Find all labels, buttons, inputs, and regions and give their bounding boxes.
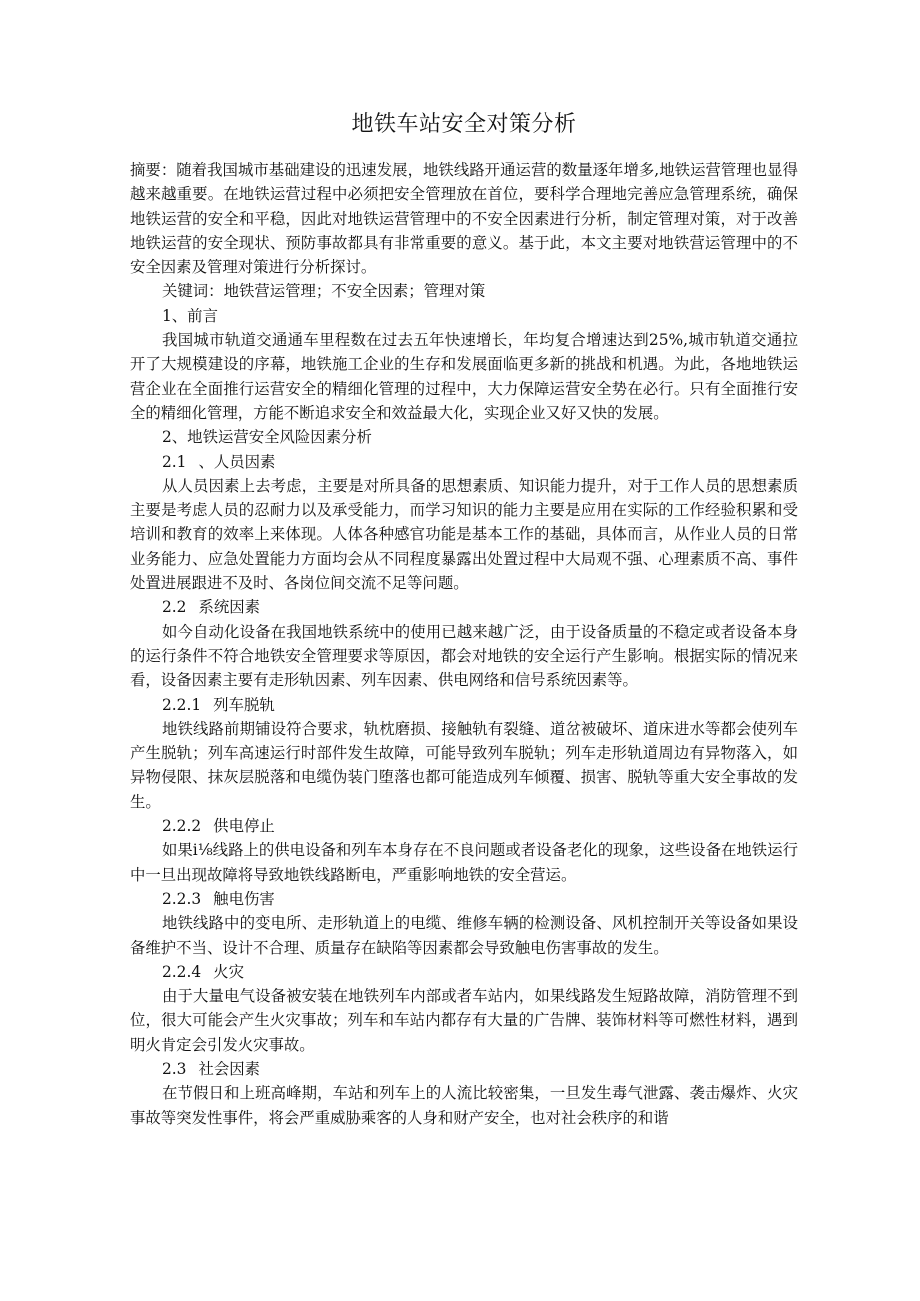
section-heading-intro: 1、前言 bbox=[162, 306, 218, 325]
subsection-title: 火灾 bbox=[213, 962, 244, 981]
subsection-body-fire: 由于大量电气设备被安装在地铁列车内部或者车站内，如果线路发生短路故障，消防管理不到位，很大可能会产生火灾事故；列车和车站内都存有大量的广告牌、装饰材料等可燃性材料，遇到明火肯定会引发火灾事故。 bbox=[130, 987, 798, 1054]
subsection-title: 系统因素 bbox=[198, 598, 261, 617]
subsection-number: 2.2 bbox=[162, 598, 187, 617]
document-title: 地铁车站安全对策分析 bbox=[351, 112, 577, 137]
subsection-body-personnel: 从人员因素上去考虑，主要是对所具备的思想素质、知识能力提升，对于工作人员的思想素质主要是考虑人员的忍耐力以及承受能力，而学习知识的能力主要是应用在实际的工作经验积累和受培训和教育的效率上来体现。人体各种感官功能是基本工作的基础，具体而言，从作业人员的日常业务能力、应急处置能力方面均会从不同程度暴露出处置过程中大局观不强、心理素质不高、事件处置进展跟进不及时、各岗位间交流不足等问题。 bbox=[130, 476, 798, 593]
subsection-title: 社会因素 bbox=[198, 1059, 261, 1078]
subsection-body-electric-shock: 地铁线路中的变电所、走形轨道上的电缆、维修车辆的检测设备、风机控制开关等设备如果设备维护不当、设计不合理、质量存在缺陷等因素都会导致触电伤害事故的发生。 bbox=[130, 914, 798, 957]
subsection-title: 触电伤害 bbox=[213, 889, 275, 908]
subsection-heading-system bbox=[130, 595, 798, 619]
subsection-body-social: 在节假日和上班高峰期，车站和列车上的人流比较密集，一旦发生毒气泄露、袭击爆炸、火灾事故等突发性事件，将会严重威胁乘客的人身和财产安全，也对社会秩序的和谐 bbox=[130, 1084, 798, 1127]
subsection-number: 2.2.4 bbox=[162, 962, 202, 981]
subsection-number: 2.2.1 bbox=[162, 695, 202, 714]
subsection-number: 2.3 bbox=[162, 1059, 187, 1078]
section-body-intro: 我国城市轨道交通通车里程数在过去五年快速增长，年均复合增速达到25%,城市轨道交通拉开了大规模建设的序幕，地铁施工企业的生存和发展面临更多新的挑战和机遇。为此，各地地铁运营企业在全面推行运营安全的精细化管理的过程中，大力保障运营安全势在必行。只有全面推行安全的精细化管理，方能不断追求安全和效益最大化，实现企业又好又快的发展。 bbox=[130, 331, 798, 422]
subsection-body-power-outage: 如果i⅛线路上的供电设备和列车本身存在不良问题或者设备老化的现象，这些设备在地铁运行中一旦出现故障将导致地铁线路断电，严重影响地铁的安全营运。 bbox=[130, 841, 798, 884]
subsection-body-system: 如今自动化设备在我国地铁系统中的使用已越来越广泛，由于设备质量的不稳定或者设备本身的运行条件不符合地铁安全管理要求等原因，都会对地铁的安全运行产生影响。根据实际的情况来看，设备因素主要有走形轨因素、列车因素、供电网络和信号系统因素等。 bbox=[130, 622, 798, 690]
subsection-title: 列车脱轨 bbox=[213, 695, 275, 714]
keywords-line: 关键词：地铁营运管理；不安全因素；管理对策 bbox=[162, 282, 486, 301]
subsection-heading-electric-shock bbox=[130, 887, 798, 911]
subsection-title: 、人员因素 bbox=[198, 452, 276, 471]
subsection-heading-derailment bbox=[130, 693, 798, 717]
subsection-number: 2.1 bbox=[162, 452, 187, 471]
document-page bbox=[130, 110, 798, 1130]
subsection-heading-fire bbox=[130, 960, 798, 984]
subsection-heading-personnel bbox=[130, 450, 798, 474]
subsection-number: 2.2.2 bbox=[162, 817, 202, 836]
section-heading-risk-analysis: 2、地铁运营安全风险因素分析 bbox=[162, 428, 372, 447]
subsection-body-derailment: 地铁线路前期铺设符合要求，轨枕磨损、接触轨有裂缝、道岔被破坏、道床进水等都会使列车产生脱轨；列车高速运行时部件发生故障，可能导致列车脱轨；列车走形轨道周边有异物落入，如异物侵限、抹灰层脱落和电缆伪装门堕落也都可能造成列车倾覆、损害、脱轨等重大安全事故的发生。 bbox=[130, 719, 798, 811]
abstract-paragraph: 摘要：随着我国城市基础建设的迅速发展，地铁线路开通运营的数量逐年增多,地铁运营管理也显得越来越重要。在地铁运营过程中必须把安全管理放在首位，要科学合理地完善应急管理系统，确保地铁运营的安全和平稳，因此对地铁运营管理中的不安全因素进行分析，制定管理对策，对于改善地铁运营的安全现状、预防事故都具有非常重要的意义。基于此，本文主要对地铁营运管理中的不安全因素及管理对策进行分析探讨。 bbox=[130, 161, 798, 277]
subsection-heading-social bbox=[130, 1057, 798, 1081]
subsection-title: 供电停止 bbox=[213, 817, 275, 836]
subsection-number: 2.2.3 bbox=[162, 889, 202, 908]
subsection-heading-power-outage bbox=[130, 814, 798, 838]
